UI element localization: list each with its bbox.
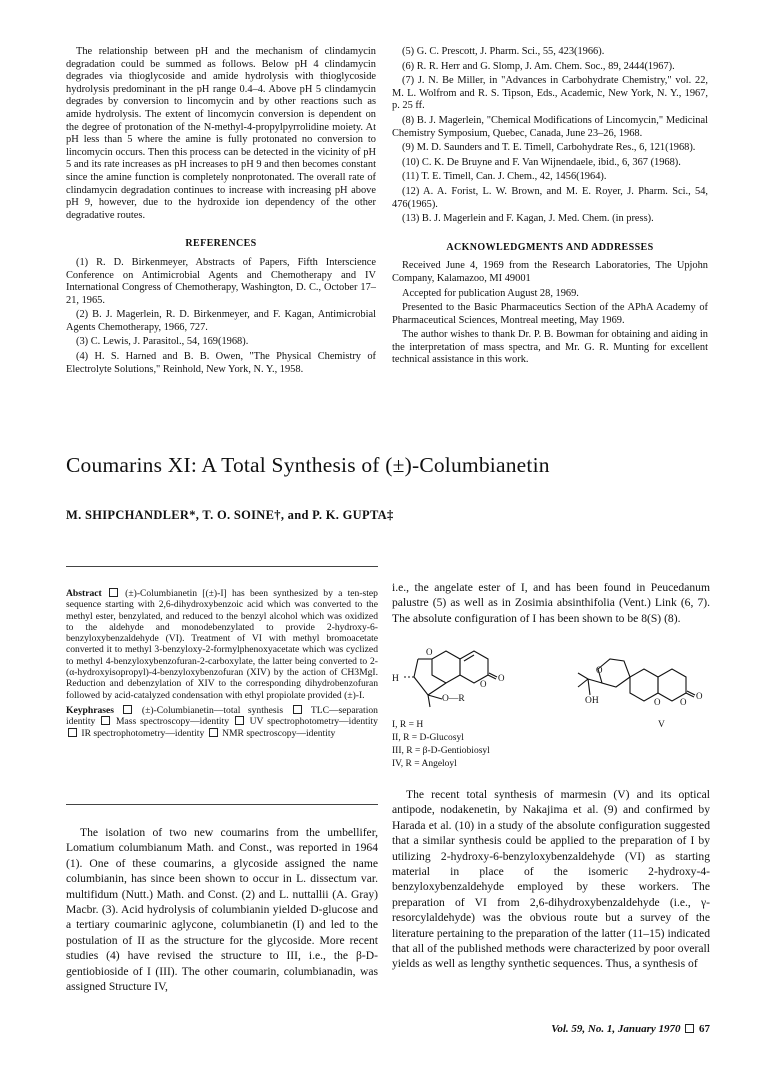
abstract-bottom-rule bbox=[66, 804, 378, 805]
svg-text:O: O bbox=[426, 647, 433, 657]
keyphrase: TLC—separation identity bbox=[66, 704, 378, 728]
svg-text:O: O bbox=[680, 697, 687, 707]
keyphrases-label: Keyphrases bbox=[66, 704, 114, 716]
checkbox-icon bbox=[101, 716, 110, 725]
acknowledgments-heading: ACKNOWLEDGMENTS AND ADDRESSES bbox=[446, 241, 654, 253]
reference-item: (3) C. Lewis, J. Parasitol., 54, 169(1968). bbox=[76, 336, 249, 348]
top-right-column bbox=[392, 46, 708, 369]
svg-text:O: O bbox=[480, 679, 487, 689]
abstract-label: Abstract bbox=[66, 588, 102, 599]
right-column-bottom bbox=[392, 787, 710, 972]
right-column-top bbox=[392, 580, 710, 626]
keyphrase: Mass spectroscopy—identity bbox=[115, 716, 229, 728]
structure-row-3: III, R = β-D-Gentiobiosyl bbox=[392, 746, 490, 756]
abstract-top-rule bbox=[66, 566, 378, 567]
references-heading: REFERENCES bbox=[185, 238, 257, 250]
svg-text:O: O bbox=[654, 697, 661, 707]
checkbox-icon bbox=[209, 728, 218, 737]
svg-text:O: O bbox=[696, 691, 703, 701]
checkbox-icon bbox=[68, 728, 77, 737]
clindamycin-paragraph: The relationship between pH and the mechanism of clindamycin degradation could be summed as follows. Below pH 4 clindamycin degrades via thioglycoside and amide hydrolysis with thioglycoside hydrolysis predominant in the pH range 0.4–4. Above pH 5 clindamycin degrades by conversion to lincomycin and by other reactions such as amide hydrolysis. The extent of lincomycin conversion is dependent on the degree of protonation of the N-methyl-4-propylpyrrolidine moiety. At pH less than 5 where the amine is fully protonated no conversion to lincomycin occurs. Then this process can be detected in the vicinity of pH 5 and its rate increases as pH increases to pH 9 and then becomes constant since the amine function is completely nonprotonated. The overall rate of clindamycin degradation continues to increase with increasing pH above pH 9, however, due to the hydroxide ion dependency of the other degradative routes. bbox=[66, 46, 376, 221]
reference-item: (1) R. D. Birkenmeyer, Abstracts of Papers, Fifth Interscience Conference on Antimicrobial Agents and Chemotherapy and IV International Congress of Chemotherapy, Washington, D. C., October 17–21, 1965. bbox=[66, 256, 376, 306]
reference-item: (2) B. J. Magerlein, R. D. Birkenmeyer, and F. Kagan, Antimicrobial Agents Chemotherapy, 1966, 727. bbox=[66, 309, 376, 333]
journal-citation: Vol. 59, No. 1, January 1970 bbox=[551, 1023, 681, 1035]
reference-item: (5) G. C. Prescott, J. Pharm. Sci., 55, 423(1966). bbox=[402, 46, 605, 57]
page-footer bbox=[551, 1023, 710, 1035]
chemical-structures bbox=[392, 647, 710, 787]
intro-paragraph: The isolation of two new coumarins from the umbellifer, Lomatium columbianum Math. and Const., was reported in 1964 (1). One of these coumarins, a glycoside assigned the name columbianin, has since been shown to occur in L. dissectum var. multifidum (Nutt.) Math. and Const. (2) and L. nuttallii (A. Gray) Macbr. (3). Acid hydrolysis of columbianin yielded D-glucose and a tertiary coumarinic aglycone, columbianetin (I) and led to the postulation of II as the structure for the glycoside. More recent studies (4) have revised the structure to III, i.e., the β-D-gentiobioside of I (III). The other coumarin, columbianadin, was assigned Structure IV, bbox=[66, 826, 378, 994]
checkbox-icon bbox=[109, 588, 118, 597]
ack-presented: Presented to the Basic Pharmaceutics Section of the APhA Academy of Pharmaceutical Sciences, Montreal meeting, May 1969. bbox=[392, 302, 708, 326]
abstract-block bbox=[66, 588, 378, 743]
marmesin-paragraph: The recent total synthesis of marmesin (V) and its optical antipode, nodakenetin, by Nakajima et al. (9) and confirmed by Harada et al. (10) in a study of the absolute configuration suggested that a similar synthesis could be applied to the preparation of I by utilizing 2-hydroxy-6-benzyloxybenzaldehyde (VI) as starting material in place of the isomeric 2-hydroxy-4-benzyloxybenzaldehyde employed by these workers. The preparation of VI from 2,6-dihydroxybenzaldehyde (i.e., γ-resorcylaldehyde) was the obvious route but a survey of the literature pertaining to the preparation of the latter (11–15) indicated that all of the published methods were characterized by poor overall yields as well as lengthy synthetic sequences. Thus, a synthesis of bbox=[392, 788, 710, 971]
ack-received: Received June 4, 1969 from the Research Laboratories, The Upjohn Company, Kalamazoo, MI 49001 bbox=[392, 260, 708, 284]
reference-item: (8) B. J. Magerlein, "Chemical Modifications of Lincomycin," Medicinal Chemistry Symposium, Quebec, Canada, June 23–26, 1968. bbox=[392, 114, 708, 139]
keyphrase: UV spectrophotometry—identity bbox=[249, 716, 378, 728]
checkbox-icon bbox=[685, 1024, 694, 1033]
dihydrofuran-right bbox=[598, 659, 630, 687]
structure-row-2: II, R = D-Glucosyl bbox=[392, 733, 464, 743]
structure-oh-label: OH bbox=[585, 696, 599, 706]
keyphrase: NMR spectroscopy—identity bbox=[222, 727, 336, 739]
checkbox-icon bbox=[235, 716, 244, 725]
reference-item: (6) R. R. Herr and G. Slomp, J. Am. Chem. Soc., 89, 2444(1967). bbox=[402, 60, 675, 72]
structure-row-4: IV, R = Angeloyl bbox=[392, 759, 457, 769]
structure-row-1: I, R = H bbox=[392, 720, 424, 730]
checkbox-icon bbox=[293, 705, 302, 714]
ack-accepted: Accepted for publication August 28, 1969. bbox=[402, 287, 579, 299]
keyphrase: IR spectrophotometry—identity bbox=[81, 727, 205, 739]
benzene-ring-left bbox=[432, 651, 460, 683]
reference-item: (9) M. D. Saunders and T. E. Timell, Carbohydrate Res., 6, 121(1968). bbox=[402, 142, 696, 154]
structure-v-label: V bbox=[658, 720, 665, 730]
keyphrases-paragraph bbox=[66, 705, 378, 739]
reference-item: (12) A. A. Forist, L. W. Brown, and M. E. Royer, J. Pharm. Sci., 54, 476(1965). bbox=[392, 185, 708, 210]
intro-column bbox=[66, 825, 378, 994]
keyphrase: (±)-Columbianetin—total synthesis bbox=[141, 704, 284, 716]
article-authors: M. SHIPCHANDLER*, T. O. SOINE†, and P. K. GUPTA‡ bbox=[66, 508, 394, 522]
checkbox-icon bbox=[123, 705, 132, 714]
article-title: Coumarins XI: A Total Synthesis of (±)-Columbianetin bbox=[66, 453, 550, 477]
reference-item: (10) C. K. De Bruyne and F. Van Wijnendaele, ibid., 6, 367 (1968). bbox=[402, 156, 681, 168]
top-left-column bbox=[66, 46, 376, 378]
page-number: 67 bbox=[699, 1023, 710, 1035]
reference-item: (13) B. J. Magerlein and F. Kagan, J. Med. Chem. (in press). bbox=[402, 213, 654, 225]
abstract-paragraph bbox=[66, 588, 378, 701]
abstract-text: (±)-Columbianetin [(±)-I] has been synthesized by a ten-step sequence starting with 2,6-dihydroxybenzoic acid which was converted to the methyl ester, benzylated, and reduced to the benzyl alcohol which was oxidized to the aldehyde and monodebenzylated to provide 2-hydroxy-6-benzyloxybenzaldehyde (VI). Treatment of VI with methyl bromoacetate converted it to methyl 3-benzyloxy-2-formylphenoxyacetate which was cyclized to methyl 4-benzyloxybenzofuran-2-carboxylate, the latter being converted to 2-(α-hydroxyisopropyl)-4-benzyloxybenzofuran (XIV) by the action of CH3MgI. Reduction and debenzylation of XIV to the corresponding dihydrobenzofuran followed by acid-catalyzed condensation with ethyl propiolate provided (±)-I. bbox=[66, 588, 378, 701]
angelate-paragraph: i.e., the angelate ester of I, and has been found in Peucedanum palustre (5) as well as in Zosimia absinthifolia (Vent.) Link (6, 7). The absolute configuration of I has been shown to be 8(S) (8). bbox=[392, 581, 710, 625]
reference-item: (4) H. S. Harned and B. B. Owen, "The Physical Chemistry of Electrolyte Solutions," Reinhold, New York, N. Y., 1958. bbox=[66, 351, 376, 375]
reference-item: (7) J. N. Be Miller, in "Advances in Carbohydrate Chemistry," vol. 22, M. L. Wolfrom and R. S. Tipson, Eds., Academic, New York, N. Y., 1967, p. 25 ff. bbox=[392, 75, 708, 112]
svg-text:O: O bbox=[596, 665, 603, 675]
structure-or-label: O—R bbox=[442, 694, 465, 704]
structure-h-label: H bbox=[392, 674, 399, 684]
reference-item: (11) T. E. Timell, Can. J. Chem., 42, 1456(1964). bbox=[402, 171, 607, 183]
ack-thanks: The author wishes to thank Dr. P. B. Bowman for obtaining and aiding in the interpretation of mass spectra, and Mr. G. R. Munting for excellent technical assistance in this work. bbox=[392, 329, 708, 366]
svg-text:O: O bbox=[498, 673, 505, 683]
